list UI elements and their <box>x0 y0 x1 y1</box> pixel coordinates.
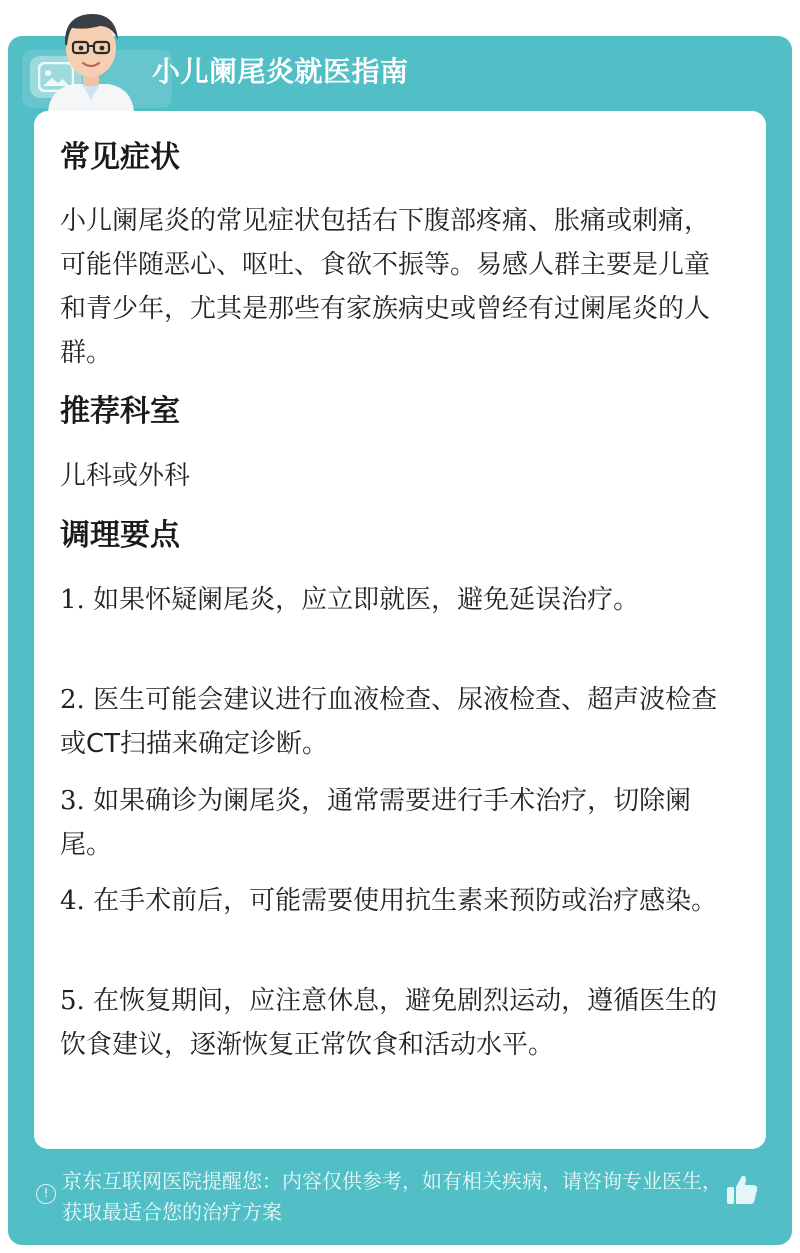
care-item-text: 在恢复期间，应注意休息，避免剧烈运动，遵循医生的饮食建议，逐渐恢复正常饮食和活动水平。 <box>60 986 718 1060</box>
department-heading: 推荐科室 <box>60 394 180 429</box>
page-title: 小儿阑尾炎就医指南 <box>152 55 409 88</box>
care-item <box>60 879 724 923</box>
care-item <box>60 779 724 867</box>
care-item-text: 在手术前后，可能需要使用抗生素来预防或治疗感染。 <box>93 886 718 916</box>
care-heading: 调理要点 <box>60 518 180 553</box>
symptoms-heading: 常见症状 <box>60 140 180 175</box>
care-item-number: 2. <box>60 685 85 715</box>
care-item-number: 3. <box>60 786 85 816</box>
thumbs-up-icon[interactable] <box>724 1172 760 1208</box>
care-item <box>60 979 724 1067</box>
department-text: 儿科或外科 <box>60 461 191 491</box>
care-item-text: 如果怀疑阑尾炎，应立即就医，避免延误治疗。 <box>93 585 640 615</box>
care-item-number: 4. <box>60 886 85 916</box>
disclaimer-text: 京东互联网医院提醒您：内容仅供参考，如有相关疾病，请咨询专业医生，获取最适合您的治疗方案 <box>62 1169 722 1224</box>
care-item <box>60 578 724 622</box>
symptoms-text: 小儿阑尾炎的常见症状包括右下腹部疼痛、胀痛或刺痛，可能伴随恶心、呕吐、食欲不振等。易感人群主要是儿童和青少年，尤其是那些有家族病史或曾经有过阑尾炎的人群。 <box>60 206 711 368</box>
info-icon: ! <box>36 1184 56 1204</box>
care-item-text: 医生可能会建议进行血液检查、尿液检查、超声波检查或CT扫描来确定诊断。 <box>60 685 718 759</box>
care-item <box>60 678 724 766</box>
care-item-number: 1. <box>60 585 85 615</box>
care-item-number: 5. <box>60 986 85 1016</box>
care-item-text: 如果确诊为阑尾炎，通常需要进行手术治疗，切除阑尾。 <box>60 786 692 860</box>
doctor-avatar-icon <box>46 4 136 112</box>
